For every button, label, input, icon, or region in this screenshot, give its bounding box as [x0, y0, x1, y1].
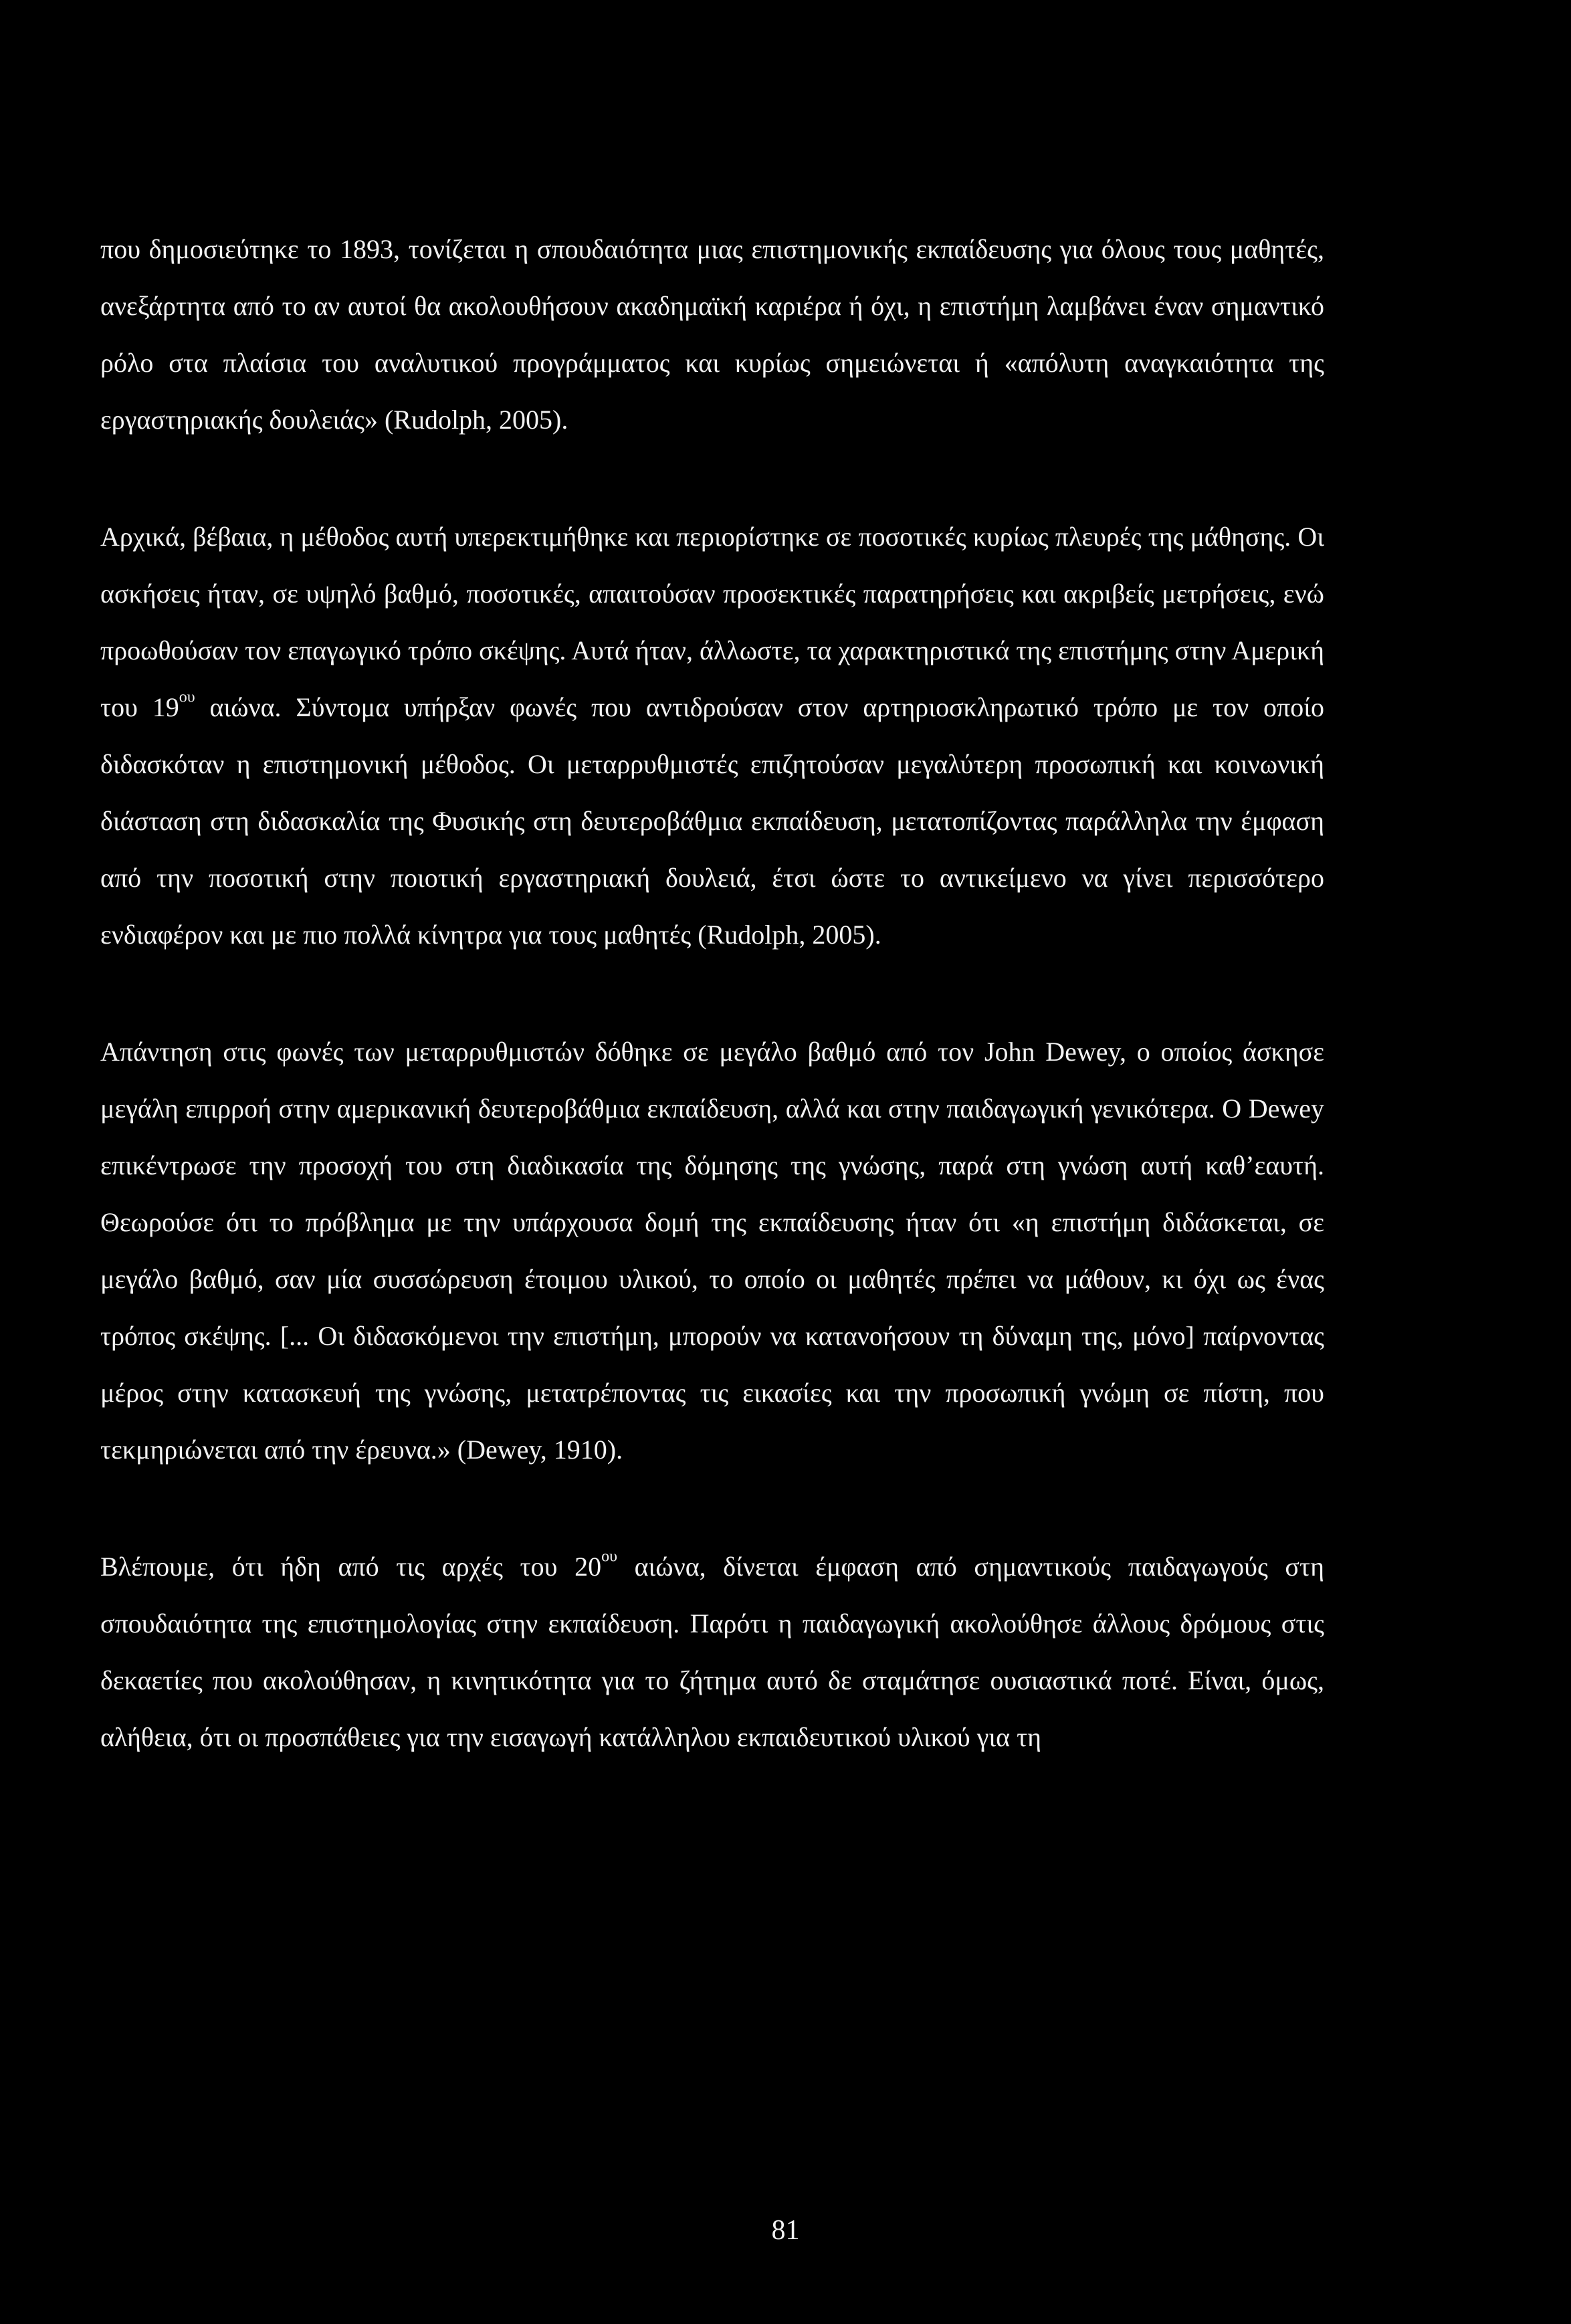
- ordinal-suffix: ου: [179, 688, 195, 706]
- page-number: 81: [771, 2215, 800, 2246]
- paragraph-3: Απάντηση στις φωνές των μεταρρυθμιστών δόθηκε σε μεγάλο βαθμό από τον John Dewey, ο οποίος άσκησε μεγάλη επιρροή στην αμερικανική δευτεροβάθμια εκπαίδευση, αλλά και στην παιδαγωγική γενικότερα. Ο Dewey επικέντρωσε την προσοχή του στη διαδικασία της δόμησης της γνώσης, παρά στη γνώση αυτή καθ’εαυτή. Θεωρούσε ότι το πρόβλημα με την υπάρχουσα δομή της εκπαίδευσης ήταν ότι «η επιστήμη διδάσκεται, σε μεγάλο βαθμό, σαν μία συσσώρευση έτοιμου υλικού, το οποίο οι μαθητές πρέπει να μάθουν, κι όχι ως ένας τρόπος σκέψης. [... Οι διδασκόμενοι την επιστήμη, μπορούν να κατανοήσουν τη δύναμη της, μόνο] παίρνοντας μέρος στην κατασκευή της γνώσης, μετατρέποντας τις εικασίες και την προσωπική γνώμη σε πίστη, που τεκμηριώνεται από την έρευνα.» (Dewey, 1910).: [100, 1037, 1324, 1465]
- paragraph-4: Βλέπουμε, ότι ήδη από τις αρχές του $20^{o\upsilon}$ αιώνα, δίνεται έμφαση από σημαντικούς παιδαγωγούς στη σπουδαιότητα της επιστημολογίας στην εκπαίδευση. Παρότι η παιδαγωγική ακολούθησε άλλους δρόμους στις δεκαετίες που ακολούθησαν, η κινητικότητα για το ζήτημα αυτό δε σταμάτησε ουσιαστικά ποτέ. Είναι, όμως, αλήθεια, ότι οι προσπάθειες για την εισαγωγή κατάλληλου εκπαιδευτικού υλικού για τη: [100, 1548, 1324, 1752]
- body-text: [100, 221, 1324, 1766]
- paragraph-2: Αρχικά, βέβαια, η μέθοδος αυτή υπερεκτιμήθηκε και περιορίστηκε σε ποσοτικές κυρίως πλευρές της μάθησης. Οι ασκήσεις ήταν, σε υψηλό βαθμό, ποσοτικές, απαιτούσαν προσεκτικές παρατηρήσεις και ακριβείς μετρήσεις, ενώ προωθούσαν τον επαγωγικό τρόπο σκέψης. Αυτά ήταν, άλλωστε, τα χαρακτηριστικά της επιστήμης στην Αμερική του $19^{o\upsilon}$ αιώνα. Σύντομα υπήρξαν φωνές που αντιδρούσαν στον αρτηριοσκληρωτικό τρόπο με τον οποίο διδασκόταν η επιστημονική μέθοδος. Οι μεταρρυθμιστές επιζητούσαν μεγαλύτερη προσωπική και κοινωνική διάσταση στη διδασκαλία της Φυσικής στη δευτεροβάθμια εκπαίδευση, μετατοπίζοντας παράλληλα την έμφαση από την ποσοτική στην ποιοτική εργαστηριακή δουλειά, έτσι ώστε το αντικείμενο να γίνει περισσότερο ενδιαφέρον και με πιο πολλά κίνητρα για τους μαθητές (Rudolph, 2005).: [100, 522, 1324, 950]
- paragraph-1: που δημοσιεύτηκε το 1893, τονίζεται η σπουδαιότητα μιας επιστημονικής εκπαίδευσης για όλους τους μαθητές, ανεξάρτητα από το αν αυτοί θα ακολουθήσουν ακαδημαϊκή καριέρα ή όχι, η επιστήμη λαμβάνει έναν σημαντικό ρόλο στα πλαίσια του αναλυτικού προγράμματος και κυρίως σημειώνεται ή «απόλυτη αναγκαιότητα της εργαστηριακής δουλειάς» (Rudolph, 2005).: [100, 234, 1324, 435]
- ordinal-suffix: ου: [601, 1548, 617, 1566]
